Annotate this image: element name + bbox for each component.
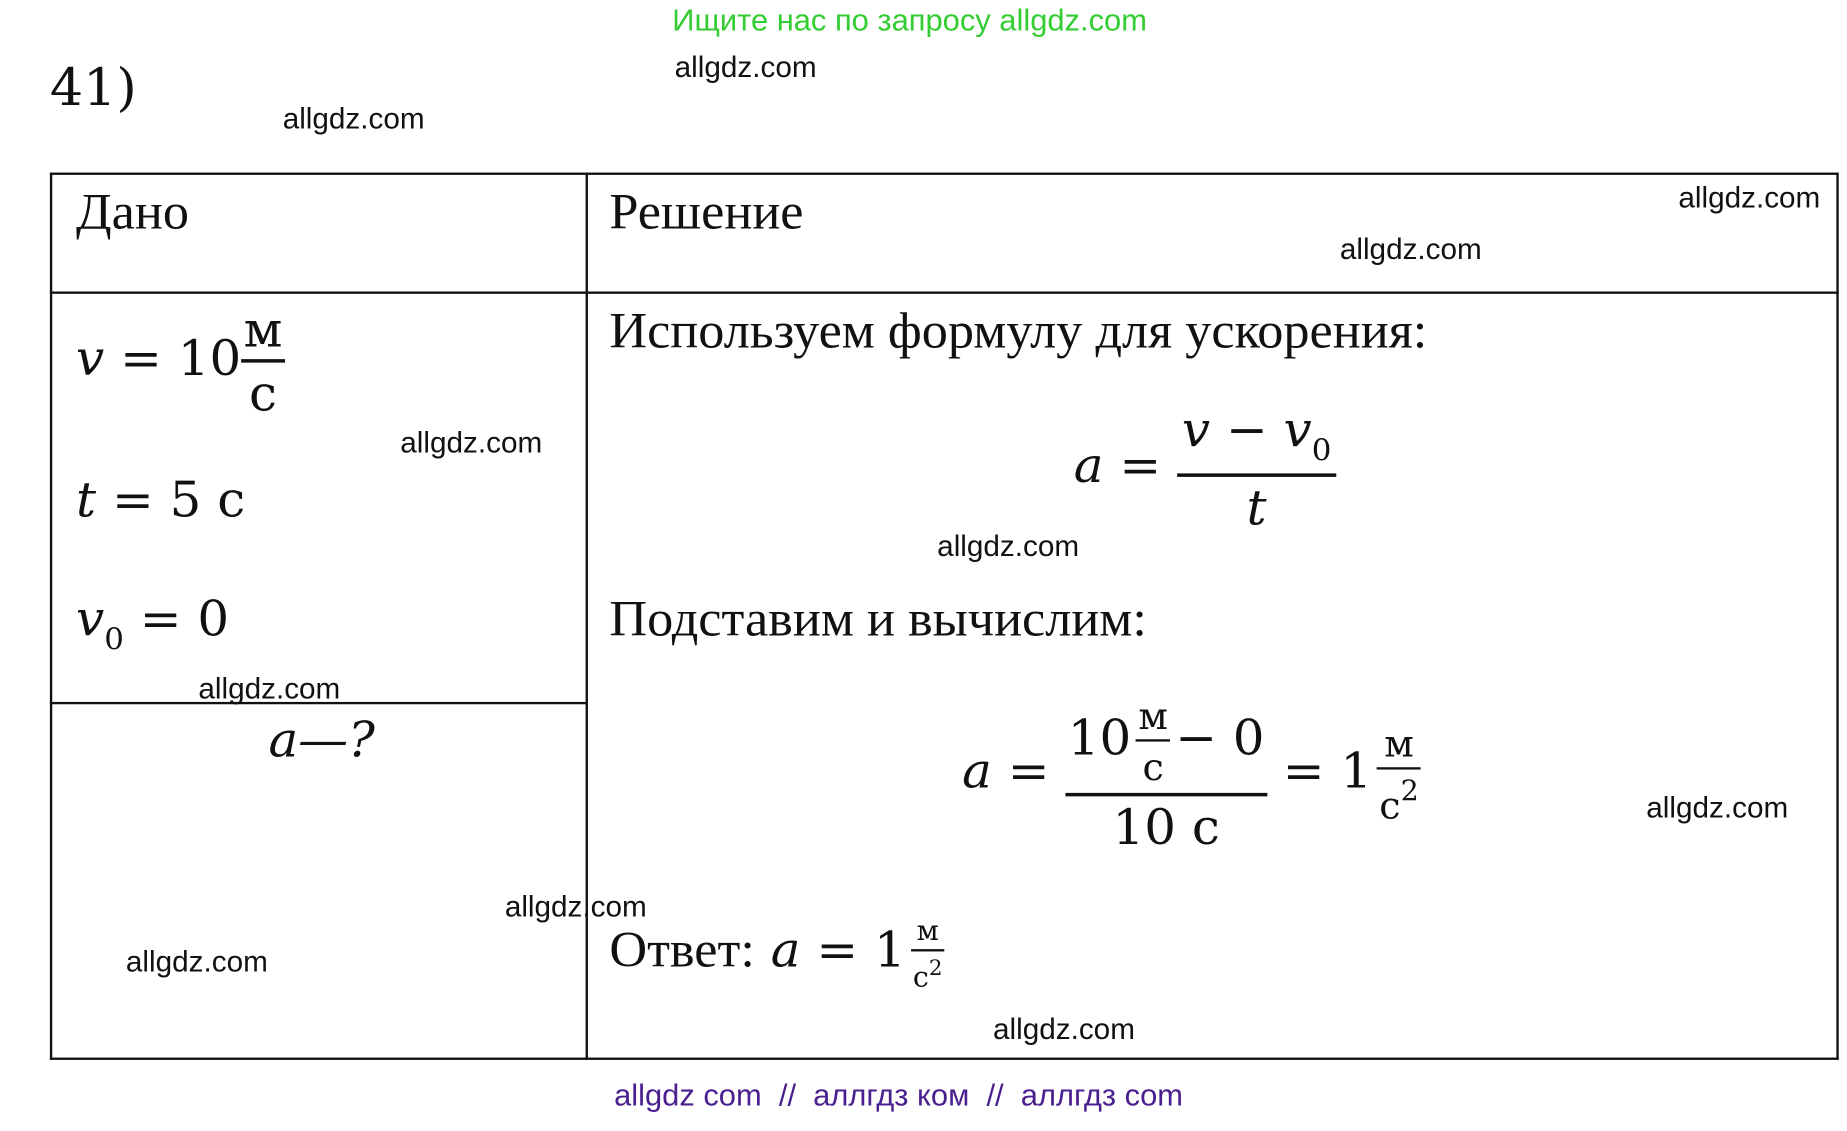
formula-numerator-sub: 0 [1311,433,1332,469]
table-border-right [1836,173,1838,1060]
table-border-top [50,173,1839,175]
watermark: allgdz.com [198,672,341,706]
given-velocity [76,300,285,423]
calc-eq: = [1007,742,1050,800]
watermark: allgdz.com [125,945,268,979]
calc-result-unit-den-sup: 2 [1400,774,1419,807]
header-given: Дано [76,183,189,241]
answer-eq: = 1 [816,921,906,979]
calc-num-unit-num: м [1136,697,1170,741]
substitute-text: Подставим и вычислим: [609,589,1147,648]
given-time-var: t [76,471,97,529]
calc-result-unit-num: м [1377,725,1421,769]
calc-lhs: a [962,742,992,800]
calc-eq2: = 1 [1282,742,1373,800]
given-velocity-eq: = [120,329,162,387]
formula-eq: = [1119,436,1162,494]
solution-intro: Используем формулу для ускорения: [609,301,1428,360]
footer-watermark: allgdz com // аллгдз ком // аллгдз com [614,1077,1183,1113]
table-column-divider [586,173,588,1060]
calc-num-unit [1136,693,1170,790]
answer [609,914,944,994]
given-velocity-var: v [76,329,105,387]
given-time-value: 5 с [169,471,246,529]
answer-unit-num: м [911,916,945,951]
given-velocity-unit [241,300,285,423]
calc-num-tail: − 0 [1175,708,1265,767]
formula-denominator: t [1246,479,1267,537]
formula-lhs: a [1073,436,1104,494]
table-border-left [50,173,52,1060]
table-header-divider [50,292,1839,294]
header-solution: Решение [609,183,804,241]
given-initial-velocity [76,590,229,658]
given-velocity-value: 10 [177,329,242,387]
unit-numerator: м [241,305,285,362]
watermark: allgdz.com [504,890,647,924]
calc-result-unit [1377,721,1421,828]
given-v0-eq: = [139,589,182,648]
given-v0-var: v [76,589,105,648]
acceleration-formula [1073,401,1336,537]
given-time-eq: = [111,471,154,529]
answer-label: Ответ: [609,921,755,979]
given-time [76,471,245,528]
formula-fraction [1177,401,1336,537]
watermark: allgdz.com [937,530,1080,564]
calc-result-unit-den-base: с [1379,783,1401,828]
watermark: allgdz.com [1678,181,1821,215]
answer-unit-den-sup: 2 [928,956,943,981]
calc-num-unit-den: с [1142,745,1164,790]
watermark: allgdz.com [1646,791,1789,825]
answer-unit-den [911,951,945,994]
promo-text: Ищите нас по запросу allgdz.com [672,2,1147,38]
answer-lhs: a [770,921,801,979]
watermark: allgdz.com [1339,233,1482,266]
find-quantity: a—? [268,711,375,769]
calc-result-unit-den [1377,770,1421,828]
calc-numerator [1065,693,1266,796]
table-border-bottom [50,1058,1839,1060]
unit-denominator: с [249,364,277,423]
calc-num-value: 10 [1067,708,1132,767]
problem-number: 41) [49,58,137,118]
calc-fraction [1065,693,1266,856]
watermark: allgdz.com [282,102,425,136]
answer-unit-den-base: с [912,960,929,994]
given-v0-sub: 0 [104,622,124,658]
formula-numerator-text: v − v [1181,401,1312,459]
watermark: allgdz.com [674,51,817,84]
given-v0-value: 0 [197,589,230,648]
watermark: allgdz.com [400,426,543,460]
calculation [962,693,1421,856]
answer-unit [911,914,945,994]
formula-numerator [1177,401,1336,477]
watermark: allgdz.com [993,1013,1135,1046]
calc-denominator: 10 с [1112,798,1220,856]
